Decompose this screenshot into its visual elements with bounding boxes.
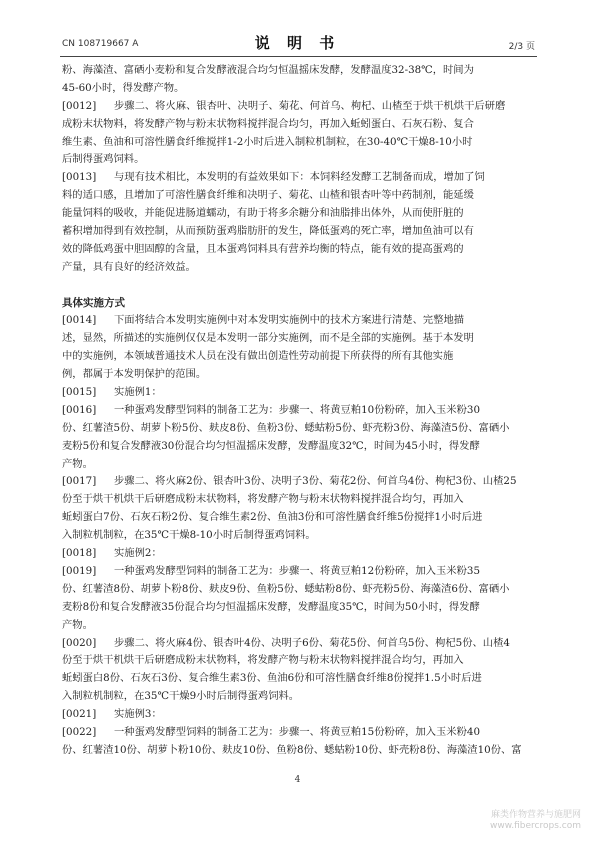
paragraph-text: 步骤二、将火麻2份、银杏叶3份、决明子3份、菊花2份、何首乌4份、枸杞3份、山楂25 — [114, 475, 517, 488]
text-line: 能量饲料的吸收，并能促进肠道蠕动，有助于将多余糖分和油脂排出体外，从而使肝脏的 — [62, 207, 464, 220]
text-line: 成粉末状物料，将发酵产物与粉末状物料搅拌混合均匀，再加入蚯蚓蛋白、石灰石粉、复合 — [62, 117, 474, 130]
paragraph-number: [0017] — [62, 475, 97, 488]
text-line: 份、红薯渣8份、胡萝卜粉8份、麸皮9份、鱼粉5份、蟋蛄粉8份、虾壳粉5份、海藻渣6份、富硒小 — [62, 582, 510, 595]
text-line: 产物。 — [62, 457, 93, 470]
paragraph-start-line — [62, 402, 534, 420]
paragraph-number: [0016] — [62, 403, 97, 416]
publication-number: CN 108719667 A — [62, 39, 139, 49]
paragraph-start-line — [62, 724, 534, 742]
text-line: 麦粉8份和复合发酵液35份混合均匀恒温摇床发酵，发酵温度35℃，时间为50小时，得发酵 — [62, 600, 480, 613]
text-line: 维生素、鱼油和可溶性膳食纤维搅拌1-2小时后进入制粒机制粒，在30-40℃干燥8-10小时 — [62, 135, 473, 148]
paragraph-start-line — [62, 312, 534, 330]
paragraph-start-line — [62, 563, 534, 581]
paragraph-text: 一种蛋鸡发酵型饲料的制备工艺为：步骤一、将黄豆粕15份粉碎，加入玉米粉40 — [114, 725, 481, 738]
text-line: 料的适口感，且增加了可溶性膳食纤维和决明子、菊花、山楂和银杏叶等中药制剂，能延缓 — [62, 189, 474, 202]
paragraph-start-line — [62, 98, 534, 116]
text-line: 粉、海藻渣、富硒小麦粉和复合发酵液混合均匀恒温摇床发酵，发酵温度32-38℃，时间为 — [62, 64, 474, 76]
document-title: 说 明 书 — [254, 34, 341, 52]
document-body — [62, 62, 534, 760]
paragraph-number: [0015] — [62, 386, 97, 399]
text-line: 后制得蛋鸡饲料。 — [62, 153, 145, 166]
paragraph-start-line — [62, 545, 534, 563]
text-line: 入制粒机制粒，在35℃干燥8-10小时后制得蛋鸡饲料。 — [62, 529, 316, 542]
paragraph-number: [0022] — [62, 725, 97, 738]
paragraph-number: [0019] — [62, 564, 97, 577]
paragraph-text: 步骤二、将火麻4份、银杏叶4份、决明子6份、菊花5份、何首乌5份、枸杞5份、山楂4 — [114, 636, 510, 649]
text-line: 份、红薯渣10份、胡萝卜粉10份、麸皮10份、鱼粉8份、蟋蛄粉10份、虾壳粉8份、海藻渣10份、富 — [62, 743, 522, 756]
text-line: 蚯蚓蛋白8份、石灰石3份、复合维生素3份、鱼油6份和可溶性膳食纤维8份搅拌1.5小时后进 — [62, 672, 482, 685]
section-heading: 具体实施方式 — [62, 296, 125, 309]
paragraph-number: [0018] — [62, 547, 97, 560]
paragraph-text: 实施例1： — [114, 386, 162, 399]
paragraph-number: [0020] — [62, 636, 97, 649]
text-line: 份至于烘干机烘干后研磨成粉末状物料，将发酵产物与粉末状物料搅拌混合均匀，再加入 — [62, 654, 464, 667]
watermark — [490, 810, 581, 832]
paragraph-number: [0021] — [62, 708, 97, 721]
text-line: 中的实施例，本领域普通技术人员在没有做出创造性劳动前提下所获得的所有其他实施 — [62, 350, 454, 363]
header-rule — [60, 56, 537, 57]
text-line: 麦粉5份和复合发酵液30份混合均匀恒温摇床发酵，发酵温度32℃，时间为45小时，得发酵 — [62, 439, 480, 452]
paragraph-text: 实施例2： — [114, 547, 162, 560]
page-count: 2/3 页 — [508, 42, 535, 52]
paragraph-text: 步骤二、将火麻、银杏叶、决明子、菊花、何首乌、枸杞、山楂至于烘干机烘干后研磨 — [114, 99, 506, 112]
text-line: 产物。 — [62, 618, 93, 631]
paragraph-number: [0014] — [62, 314, 97, 327]
text-line: 产量，具有良好的经济效益。 — [62, 260, 196, 273]
text-line: 份至于烘干机烘干后研磨成粉末状物料，将发酵产物与粉末状物料搅拌混合均匀，再加入 — [62, 493, 464, 506]
paragraph-start-line — [62, 169, 534, 187]
paragraph-number: [0013] — [62, 171, 97, 184]
text-line: 蚯蚓蛋白7份、石灰石粉2份、复合维生素2份、鱼油3份和可溶性膳食纤维5份搅拌1小时后进 — [62, 511, 483, 524]
paragraph-number: [0012] — [62, 99, 97, 112]
paragraph-text: 下面将结合本发明实施例中对本发明实施例中的技术方案进行清楚、完整地描 — [114, 314, 465, 327]
text-line: 入制粒机制粒，在35℃干燥9小时后制得蛋鸡饲料。 — [62, 690, 300, 703]
page-number: 4 — [294, 775, 301, 785]
paragraph-text: 一种蛋鸡发酵型饲料的制备工艺为：步骤一、将黄豆粕10份粉碎，加入玉米粉30 — [114, 403, 481, 416]
paragraph-start-line — [62, 706, 534, 724]
text-line: 蓄积增加得到有效控制，从而预防蛋鸡脂肪肝的发生，降低蛋鸡的死亡率，增加鱼油可以有 — [62, 225, 474, 238]
watermark-site-name: 麻类作物营养与施肥网 — [490, 810, 581, 820]
paragraph-start-line — [62, 384, 534, 402]
paragraph-text: 与现有技术相比，本发明的有益效果如下：本饲料经发酵工艺制备而成，增加了饲 — [114, 171, 485, 184]
paragraph-start-line — [62, 473, 534, 491]
text-line: 效的降低鸡蛋中胆固醇的含量，且本蛋鸡饲料具有营养均衡的特点，能有效的提高蛋鸡的 — [62, 242, 464, 255]
paragraph-text: 一种蛋鸡发酵型饲料的制备工艺为：步骤一、将黄豆粕12份粉碎，加入玉米粉35 — [114, 564, 481, 577]
text-line: 例，都属于本发明保护的范围。 — [62, 368, 207, 381]
paragraph-start-line — [62, 635, 534, 653]
text-line: 述，显然，所描述的实施例仅仅是本发明一部分实施例，而不是全部的实施例。基于本发明 — [62, 332, 474, 345]
text-line: 45-60小时，得发酵产物。 — [62, 81, 185, 94]
text-line: 份、红薯渣5份、胡萝卜粉5份、麸皮8份、鱼粉3份、蟋蛄粉5份、虾壳粉3份、海藻渣5份、富硒小 — [62, 421, 510, 434]
blank-line — [62, 277, 534, 295]
paragraph-text: 实施例3： — [114, 708, 162, 721]
watermark-url: www.fibercrops.com — [490, 821, 581, 831]
